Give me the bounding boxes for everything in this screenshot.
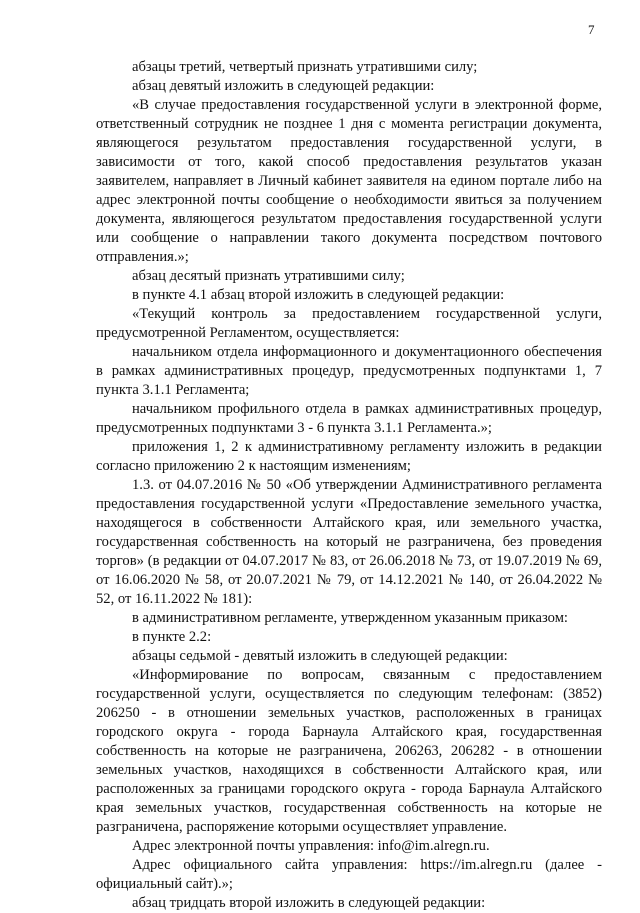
- paragraph: начальником отдела информационного и документационного обеспечения в рамках административных процедур, предусмотренных подпунктами 1, 7 пункта 3.1.1 Регламента;: [96, 344, 602, 398]
- paragraph: в пункте 4.1 абзац второй изложить в следующей редакции:: [132, 287, 505, 303]
- paragraph: начальником профильного отдела в рамках административных процедур, предусмотренных подпунктами 3 - 6 пункта 3.1.1 Регламента.»;: [96, 401, 602, 436]
- paragraph: 1.3. от 04.07.2016 № 50 «Об утверждении Административного регламента предоставления государственной услуги «Предоставление земельного участка, находящегося в собственности Алтайского края, или земельного участка, государственная собственность на который не разграничена, без проведения торгов» (в редакции от 04.07.2017 № 83, от 26.06.2018 № 73, от 19.07.2019 № 69, от 16.06.2020 № 58, от 20.07.2021 № 79, от 14.12.2021 № 140, от 26.04.2022 № 52, от 16.11.2022 № 181):: [96, 477, 602, 607]
- paragraph: приложения 1, 2 к административному регламенту изложить в редакции согласно приложению 2 к настоящим изменениям;: [96, 439, 602, 474]
- paragraph: абзацы седьмой - девятый изложить в следующей редакции:: [132, 648, 508, 664]
- paragraph: в пункте 2.2:: [132, 629, 212, 645]
- paragraph: абзац девятый изложить в следующей редакции:: [132, 78, 435, 94]
- paragraph: абзац десятый признать утратившими силу;: [132, 268, 405, 284]
- paragraph: «Информирование по вопросам, связанным с предоставлением государственной услуги, осуществляется по следующим телефонам: (3852) 206250 - в отношении земельных участков, расположенных в границах городского округа - города Барнаула Алтайского края, государственная собственность на которые не разграничена, 206263, 206282 - в отношении земельных участков, находящихся в собственности Алтайского края, или расположенных за границами городского округа - города Барнаула Алтайского края земельных участков, государственная собственность на которые не разграничена, распоряжение которыми осуществляет управление.: [96, 667, 602, 835]
- page-number: 7: [588, 22, 595, 37]
- paragraph: Адрес электронной почты управления: info@im.alregn.ru.: [132, 838, 490, 854]
- paragraph: «В случае предоставления государственной услуги в электронной форме, ответственный сотрудник не позднее 1 дня с момента регистрации документа, являющегося результатом предоставления государственной услуги, в зависимости от того, какой способ предоставления результатов указан заявителем, направляет в Личный кабинет заявителя на едином портале либо на адрес электронной почты сообщение о необходимости явиться за получением документа, являющегося результатом предоставления государственной услуги или сообщение о направлении такого документа посредством почтового отправления.»;: [96, 97, 602, 265]
- paragraph: абзацы третий, четвертый признать утратившими силу;: [132, 59, 478, 75]
- paragraph: «Текущий контроль за предоставлением государственной услуги, предусмотренной Регламентом, осуществляется:: [96, 306, 602, 341]
- document-body: [96, 58, 602, 913]
- paragraph: в административном регламенте, утвержденном указанным приказом:: [132, 610, 568, 626]
- paragraph: Адрес официального сайта управления: https://im.alregn.ru (далее - официальный сайт).»;: [96, 857, 602, 892]
- paragraph: абзац тридцать второй изложить в следующей редакции:: [132, 895, 486, 911]
